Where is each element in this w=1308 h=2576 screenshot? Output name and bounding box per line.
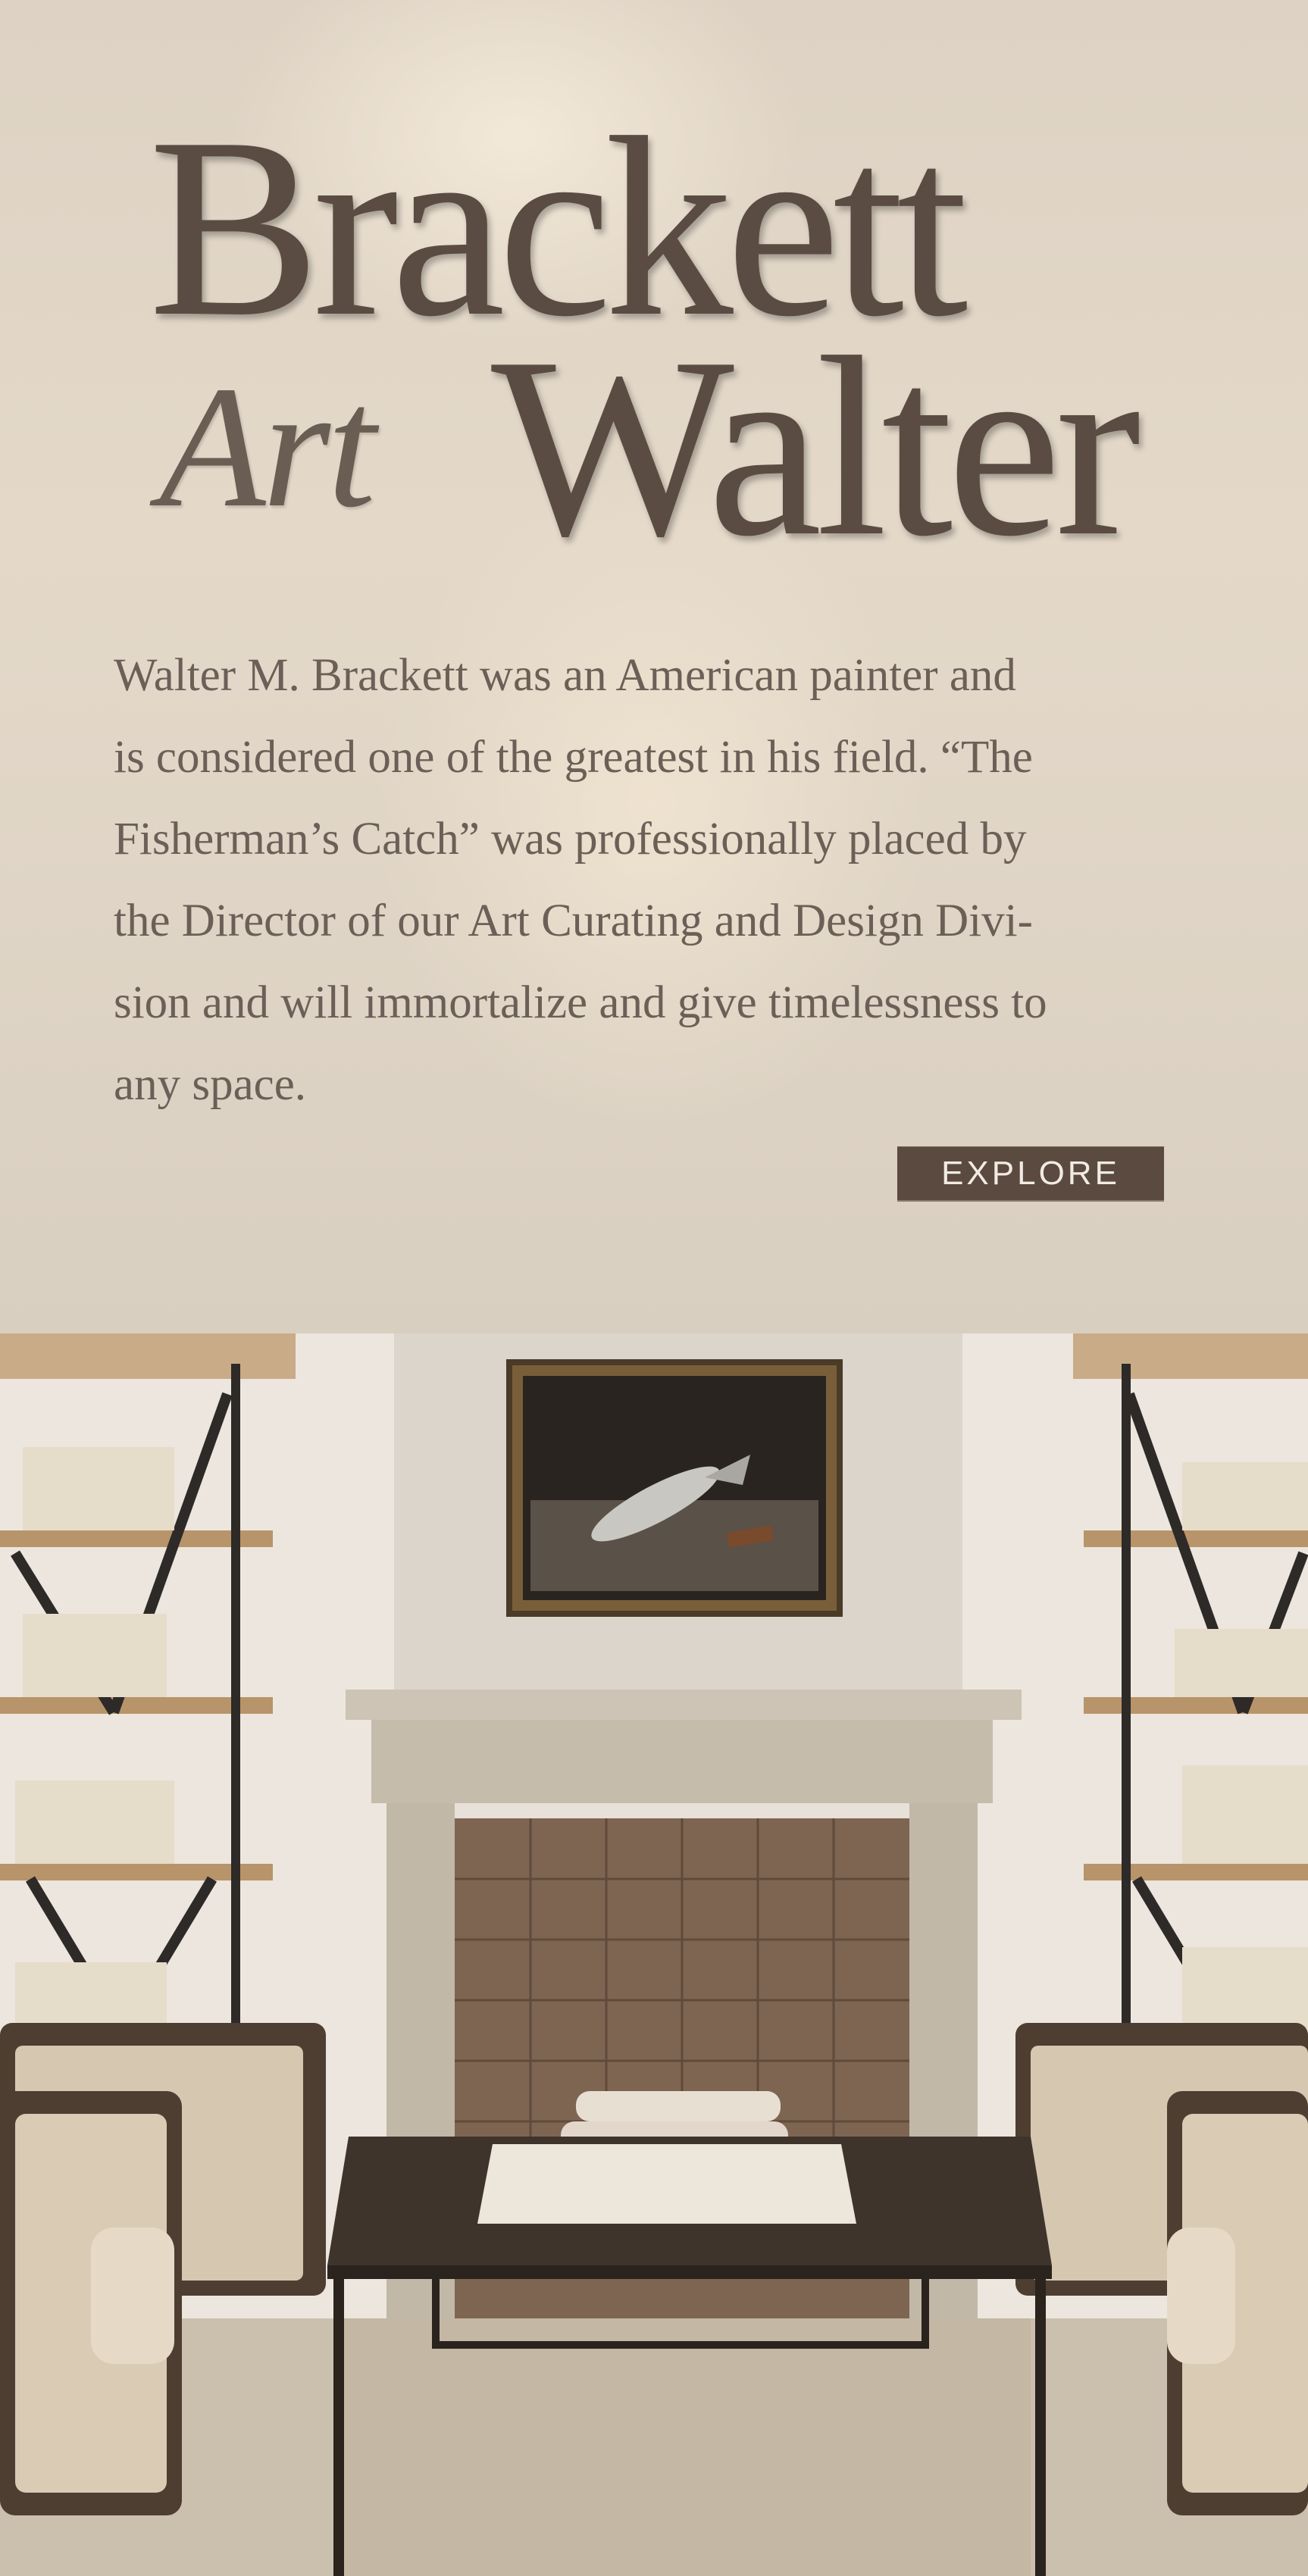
title-brackett: Brackett [149,84,961,370]
intro-line: is considered one of the greatest in his field. “The [114,732,1033,783]
intro-line: any space. [114,1059,307,1110]
intro-line: the Director of our Art Curating and Design Divi- [114,896,1033,946]
intro-line: sion and will immortalize and give timelessness to [114,977,1047,1028]
explore-button[interactable]: EXPLORE [897,1147,1164,1200]
intro-line: Walter M. Brackett was an American painter and [114,650,1016,701]
room-illustration [0,1333,1308,2576]
fisherman-painting [506,1359,843,1617]
title-art-script: Art [159,350,373,543]
intro-paragraph [114,635,1144,1126]
room-photo [0,1333,1308,2576]
title-walter: Walter [491,304,1135,589]
intro-line: Fisherman’s Catch” was professionally placed by [114,814,1027,864]
